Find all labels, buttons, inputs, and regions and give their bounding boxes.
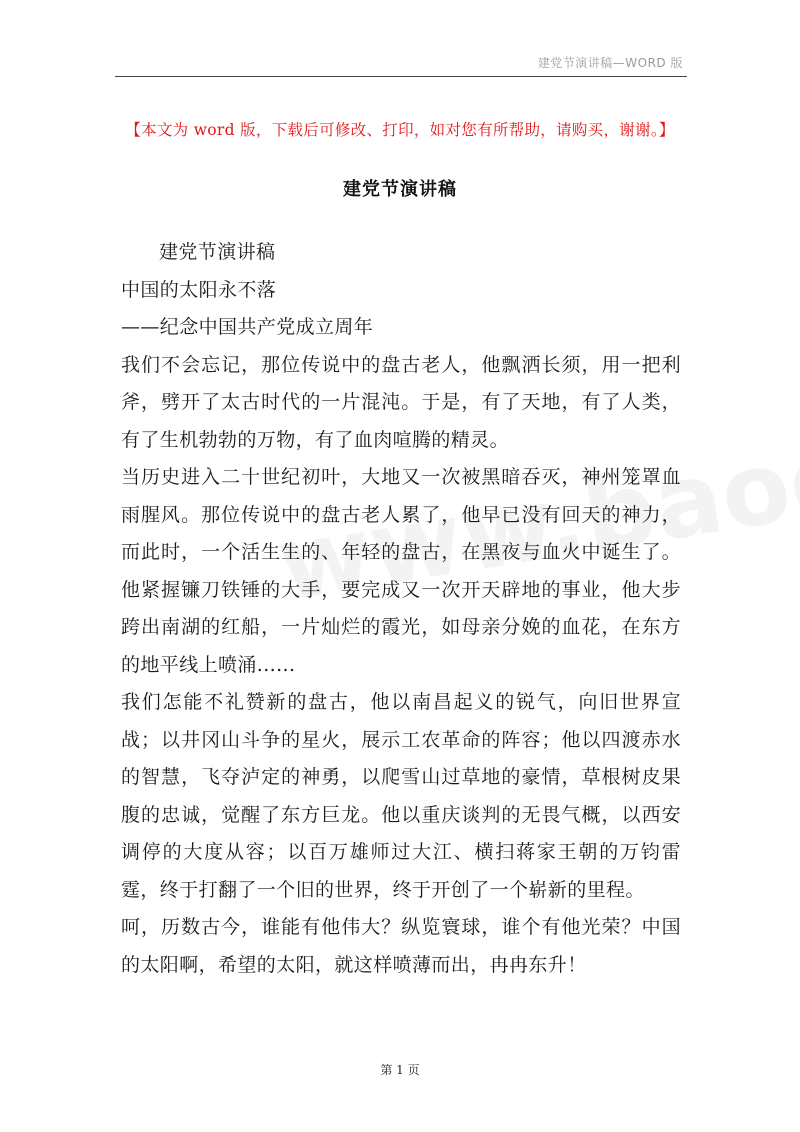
body-subtitle: 中国的太阳永不落 xyxy=(121,278,277,301)
purchase-notice: 【本文为 word 版，下载后可修改、打印，如对您有所帮助，请购买，谢谢。】 xyxy=(125,121,675,139)
body-heading: 建党节演讲稿 xyxy=(159,241,276,263)
body-paragraph: 我们怎能不礼赞新的盘古，他以南昌起义的锐气，向旧世界宣战；以井冈山斗争的星火，展示工农革命的阵容；他以四渡赤水的智慧，飞夺泸定的神勇，以爬雪山过草地的豪情，草根树皮果腹的忠诚，觉醒了东方巨龙。他以重庆谈判的无畏气概，以西安调停的大度从容；以百万雄师过大江、横扫蒋家王朝的万钧雷霆，终于打翻了一个旧的世界，终于开创了一个崭新的里程。 xyxy=(121,691,681,901)
body-paragraph: 当历史进入二十世纪初叶，大地又一次被黑暗吞灭，神州笼罩血雨腥风。那位传说中的盘古老人累了，他早已没有回天的神力，而此时，一个活生生的、年轻的盘古，在黑夜与血火中诞生了。他紧握镰刀铁锤的大手，要完成又一次开天辟地的事业，他大步跨出南湖的红船，一片灿烂的霞光，如母亲分娩的血花，在东方的地平线上喷涌...... xyxy=(121,466,681,676)
body-dedication: ——纪念中国共产党成立周年 xyxy=(121,316,374,338)
document-title: 建党节演讲稿 xyxy=(343,179,457,200)
document-body xyxy=(121,234,681,984)
page-number: 第 1 页 xyxy=(380,1063,420,1077)
page-header: 建党节演讲稿—WORD 版 xyxy=(537,56,683,70)
header-divider xyxy=(115,76,687,77)
body-paragraph: 我们不会忘记，那位传说中的盘古老人，他飘洒长须，用一把利斧，劈开了太古时代的一片混沌。于是，有了天地，有了人类，有了生机勃勃的万物，有了血肉喧腾的精灵。 xyxy=(121,353,681,451)
body-paragraph: 呵，历数古今，谁能有他伟大？纵览寰球，谁个有他光荣？中国的太阳啊，希望的太阳，就这样喷薄而出，冉冉东升！ xyxy=(121,916,681,976)
